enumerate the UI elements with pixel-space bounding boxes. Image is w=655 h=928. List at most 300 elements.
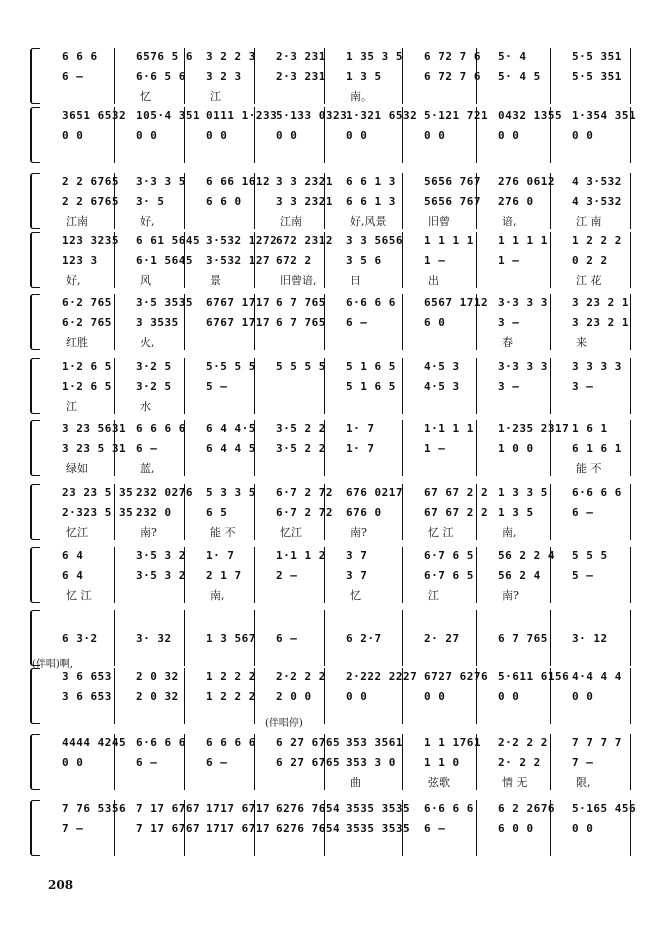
measure-upper: 1 2 2 2 <box>572 234 622 247</box>
measure-upper: 4·4 4 4 <box>572 670 622 683</box>
measure-lower: 6 7 765 <box>276 316 326 329</box>
measure-upper: 6 66 1612 <box>206 175 271 188</box>
lyrics-line <box>46 213 638 227</box>
measure-upper: 6·6 6 6 <box>572 486 622 499</box>
measure-lower: 1 3 567 <box>206 632 256 645</box>
lyric-syllables: 旧曾 <box>428 215 450 228</box>
staff-lower <box>46 195 638 211</box>
measure-lower: 2· 2 2 <box>498 756 541 769</box>
staff-upper <box>46 50 638 66</box>
lyric-syllables: 忆 <box>140 90 151 103</box>
system-brace <box>30 173 40 229</box>
measure-lower: 123 3 <box>62 254 98 267</box>
measure-lower: 6767 1717 <box>206 316 271 329</box>
lyric-syllables: 能 不 <box>576 462 602 475</box>
measure-upper: 2 2 6765 <box>62 175 119 188</box>
measure-lower: 0 0 <box>424 129 446 142</box>
measure-upper: 1· 7 <box>206 549 235 562</box>
lyric-syllables: 风 <box>140 274 151 287</box>
system-brace <box>30 734 40 790</box>
measure-upper: 4444 4245 <box>62 736 127 749</box>
measure-upper: 6767 1717 <box>206 296 271 309</box>
lyric-syllables: 江南 <box>66 215 88 228</box>
measure-upper: 3 2 2 3 <box>206 50 256 63</box>
measure-upper: 2·2 2 2 <box>498 736 548 749</box>
measure-lower: 3 5 6 <box>346 254 382 267</box>
score-system <box>30 547 638 603</box>
measure-upper: 5·5 351 <box>572 50 622 63</box>
system-brace <box>30 547 40 603</box>
system-brace <box>30 484 40 540</box>
measure-lower: 3·5 3 2 <box>136 569 186 582</box>
measure-lower: 7 — <box>572 756 594 769</box>
measure-upper: 2·2 2 2 <box>276 670 326 683</box>
measure-lower: 0 0 <box>572 822 594 835</box>
measure-lower: 0 0 <box>276 129 298 142</box>
lyric-syllables: 江南 <box>280 215 302 228</box>
measure-lower: 6 4 <box>62 569 84 582</box>
measure-upper: 105·4 351 <box>136 109 201 122</box>
score-system <box>30 610 638 666</box>
lyric-syllables: 江 <box>428 589 439 602</box>
measure-lower: 276 0 <box>498 195 534 208</box>
score-system <box>30 734 638 790</box>
system-brace <box>30 107 40 163</box>
measure-upper: 6 2 2676 <box>498 802 555 815</box>
lyric-syllables: 红胜 <box>66 336 88 349</box>
measure-lower: 6 1 6 1 <box>572 442 622 455</box>
measure-upper: 1 1 1761 <box>424 736 481 749</box>
lyrics-line <box>46 650 638 664</box>
system-brace <box>30 358 40 414</box>
measure-lower: 2 — <box>276 569 298 582</box>
measure-upper: 3 3 5656 <box>346 234 403 247</box>
measure-upper: 6 6 6 6 <box>136 422 186 435</box>
measure-lower: 6 5 <box>206 506 228 519</box>
lyric-syllables: 情 无 <box>502 776 528 789</box>
staff-upper <box>46 736 638 752</box>
lyric-syllables: 南? <box>140 526 157 539</box>
measure-upper: 6276 7654 <box>276 802 341 815</box>
lyric-syllables: 景 <box>210 274 221 287</box>
measure-upper: 3 7 <box>346 549 368 562</box>
lyric-syllables: 南, <box>502 526 517 539</box>
measure-upper: 2 0 32 <box>136 670 179 683</box>
measure-lower: 6·1 5645 <box>136 254 193 267</box>
measure-upper: 1·321 6532 <box>346 109 418 122</box>
measure-lower: 5 — <box>572 569 594 582</box>
score-system <box>30 232 638 288</box>
lyrics-line <box>46 398 638 412</box>
lyric-syllables: 出 <box>428 274 439 287</box>
measure-upper: 6·7 6 5 <box>424 549 474 562</box>
measure-upper: 1 35 3 5 <box>346 50 403 63</box>
measure-upper: 3·5 3535 <box>136 296 193 309</box>
measure-lower: 6 — <box>206 756 228 769</box>
measure-upper: 5656 767 <box>424 175 481 188</box>
lyric-syllables: 旧曾谙, <box>280 274 317 287</box>
system-brace <box>30 232 40 288</box>
measure-lower: 6·7 6 5 <box>424 569 474 582</box>
measure-lower: 5 — <box>206 380 228 393</box>
measure-upper: 56 2 2 4 <box>498 549 555 562</box>
lyric-syllables: 江 <box>66 400 77 413</box>
measure-upper: 6·6 6 6 <box>136 736 186 749</box>
staff-upper <box>46 422 638 438</box>
lyric-syllables: 忆 江 <box>428 526 454 539</box>
measure-upper: 6 72 7 6 <box>424 50 481 63</box>
measure-upper: 7 7 7 7 <box>572 736 622 749</box>
measure-upper: 1·354 351 <box>572 109 637 122</box>
measure-upper: 3·3 3 3 <box>498 360 548 373</box>
measure-lower: 2·323 5 35 <box>62 506 134 519</box>
measure-upper: 6 6 1 3 <box>346 175 396 188</box>
measure-lower: 2 0 0 <box>276 690 312 703</box>
lyric-syllables: 谙, <box>502 215 517 228</box>
measure-lower: 0 0 <box>346 690 368 703</box>
measure-upper: 3 23 5631 <box>62 422 127 435</box>
measure-upper: 232 0276 <box>136 486 193 499</box>
lyrics-line <box>46 88 638 102</box>
measure-upper: 5·165 456 <box>572 802 637 815</box>
measure-upper: 0432 1355 <box>498 109 563 122</box>
measure-lower: 0 0 <box>572 129 594 142</box>
measure-lower: 6 72 7 6 <box>424 70 481 83</box>
staff-lower <box>46 822 638 838</box>
measure-lower: 0 2 2 <box>572 254 608 267</box>
measure-upper: 1·1 1 1 <box>424 422 474 435</box>
staff-lower <box>46 690 638 706</box>
lyrics-line <box>46 460 638 474</box>
measure-upper: 276 0612 <box>498 175 555 188</box>
measure-lower: 2 1 7 <box>206 569 242 582</box>
measure-lower: 3· 32 <box>136 632 172 645</box>
measure-lower: 3 23 5 31 <box>62 442 127 455</box>
measure-lower: 6 0 <box>424 316 446 329</box>
lyrics-line <box>46 587 638 601</box>
measure-upper: 1 3 3 5 <box>498 486 548 499</box>
measure-lower: 0 0 <box>206 129 228 142</box>
measure-lower: 2· 27 <box>424 632 460 645</box>
measure-lower: 2·3 231 <box>276 70 326 83</box>
staff-lower <box>46 632 638 648</box>
measure-upper: 4·5 3 <box>424 360 460 373</box>
measure-upper: 1· 7 <box>346 422 375 435</box>
measure-lower: 1 3 5 <box>346 70 382 83</box>
lyric-syllables: 南, <box>210 589 225 602</box>
lyric-syllables: 江 <box>210 90 221 103</box>
measure-lower: 6 2·7 <box>346 632 382 645</box>
measure-upper: 1·235 2317 <box>498 422 570 435</box>
measure-upper: 672 2312 <box>276 234 333 247</box>
measure-upper: 6 4 4·5 <box>206 422 256 435</box>
measure-upper: 6 27 6765 <box>276 736 341 749</box>
measure-lower: 1 0 0 <box>498 442 534 455</box>
side-note-accompaniment: (伴唱)啊, <box>32 659 73 670</box>
measure-lower: 3535 3535 <box>346 822 411 835</box>
measure-lower: 3 23 2 1 <box>572 316 629 329</box>
measure-lower: 3 — <box>498 316 520 329</box>
measure-upper: 6 61 5645 <box>136 234 201 247</box>
staff-upper <box>46 296 638 312</box>
measure-lower: 3· 5 <box>136 195 165 208</box>
measure-upper: 5 5 5 <box>572 549 608 562</box>
measure-lower: 3·2 5 <box>136 380 172 393</box>
measure-upper: 6·2 765 <box>62 296 112 309</box>
measure-upper: 7 76 5356 <box>62 802 127 815</box>
measure-lower: 6 — <box>62 70 84 83</box>
measure-upper: 3·2 5 <box>136 360 172 373</box>
measure-lower: 6 6 0 <box>206 195 242 208</box>
staff-lower <box>46 129 638 145</box>
score-system <box>30 420 638 476</box>
measure-upper: 1 1 1 1 <box>498 234 548 247</box>
measure-lower: 6 4 4 5 <box>206 442 256 455</box>
measure-lower: 1 2 2 2 <box>206 690 256 703</box>
lyric-syllables: 忆 <box>350 589 361 602</box>
measure-upper: 6 4 <box>62 549 84 562</box>
lyrics-line <box>46 774 638 788</box>
measure-lower: 0 0 <box>62 756 84 769</box>
measure-upper: 5·121 721 <box>424 109 489 122</box>
measure-lower: 0 0 <box>346 129 368 142</box>
measure-lower: 6 — <box>346 316 368 329</box>
system-brace <box>30 668 40 724</box>
measure-lower: 353 3 0 <box>346 756 396 769</box>
measure-lower: 5656 767 <box>424 195 481 208</box>
page-number: 208 <box>48 878 74 892</box>
measure-lower: 7 17 6767 <box>136 822 201 835</box>
measure-upper: 5·611 6156 <box>498 670 570 683</box>
measure-upper: 3 23 2 1 <box>572 296 629 309</box>
lyric-syllables: 春 <box>502 336 513 349</box>
measure-lower: 6 — <box>276 632 298 645</box>
system-brace <box>30 48 40 104</box>
measure-lower: 6·6 5 6 <box>136 70 186 83</box>
measure-lower: 2 0 32 <box>136 690 179 703</box>
staff-lower <box>46 569 638 585</box>
measure-upper: 123 3235 <box>62 234 119 247</box>
measure-lower: 3 — <box>572 380 594 393</box>
measure-lower: 3 6 653 <box>62 690 112 703</box>
staff-upper <box>46 612 638 628</box>
measure-upper: 3·3 3 3 <box>498 296 548 309</box>
measure-lower: 1 — <box>498 254 520 267</box>
lyrics-line <box>46 334 638 348</box>
measure-lower: 1 — <box>424 254 446 267</box>
lyric-syllables: 日 <box>350 274 361 287</box>
staff-lower <box>46 756 638 772</box>
measure-upper: 353 3561 <box>346 736 403 749</box>
lyric-syllables: 忆 江 <box>66 589 92 602</box>
lyric-syllables: 水 <box>140 400 151 413</box>
measure-lower: 56 2 4 <box>498 569 541 582</box>
measure-lower: 3 7 <box>346 569 368 582</box>
measure-lower: 1 1 0 <box>424 756 460 769</box>
staff-lower <box>46 442 638 458</box>
score-system <box>30 800 638 856</box>
measure-upper: 67 67 2 2 <box>424 486 489 499</box>
measure-lower: 672 2 <box>276 254 312 267</box>
measure-upper: 3535 3535 <box>346 802 411 815</box>
measure-lower: 6·7 2 72 <box>276 506 333 519</box>
measure-upper: 5· 4 <box>498 50 527 63</box>
lyric-syllables: 南? <box>502 589 519 602</box>
score-system <box>30 173 638 229</box>
measure-upper: 2·222 2227 <box>346 670 418 683</box>
measure-lower: 0 0 <box>136 129 158 142</box>
measure-upper: 5 5 5 5 <box>276 360 326 373</box>
measure-lower: 1 3 5 <box>498 506 534 519</box>
measure-lower: 6 — <box>136 756 158 769</box>
measure-lower: 6 6 1 3 <box>346 195 396 208</box>
lyrics-line <box>46 272 638 286</box>
measure-upper: 6576 5 6 <box>136 50 193 63</box>
staff-upper <box>46 234 638 250</box>
measure-lower: 3 3535 <box>136 316 179 329</box>
side-note-accompaniment-stop: (伴唱停) <box>265 718 303 729</box>
measure-lower: 1·2 6 5 <box>62 380 112 393</box>
measure-upper: 3 3 3 3 <box>572 360 622 373</box>
measure-upper: 5·5 5 5 <box>206 360 256 373</box>
measure-upper: 6·6 6 6 <box>346 296 396 309</box>
measure-lower: 5 1 6 5 <box>346 380 396 393</box>
lyric-syllables: 忆江 <box>280 526 302 539</box>
measure-lower: 4 3·532 <box>572 195 622 208</box>
lyrics-line <box>46 524 638 538</box>
measure-lower: 3 — <box>498 380 520 393</box>
staff-upper <box>46 670 638 686</box>
measure-lower: 3·5 2 2 <box>276 442 326 455</box>
staff-upper <box>46 360 638 376</box>
measure-lower: 3 2 3 <box>206 70 242 83</box>
lyric-syllables: 弦歌 <box>428 776 450 789</box>
measure-upper: 3·3 3 5 <box>136 175 186 188</box>
lyric-syllables: 忆江 <box>66 526 88 539</box>
measure-lower: 7 — <box>62 822 84 835</box>
measure-lower: 6276 7654 <box>276 822 341 835</box>
lyric-syllables: 蓝, <box>140 462 155 475</box>
measure-lower: 6 0 0 <box>498 822 534 835</box>
measure-upper: 5 3 3 5 <box>206 486 256 499</box>
measure-lower: 67 67 2 2 <box>424 506 489 519</box>
measure-upper: 2·3 231 <box>276 50 326 63</box>
measure-lower: 1· 7 <box>346 442 375 455</box>
lyrics-line <box>46 147 638 161</box>
measure-lower: 5· 4 5 <box>498 70 541 83</box>
lyric-syllables: 绿如 <box>66 462 88 475</box>
measure-lower: 2 2 6765 <box>62 195 119 208</box>
measure-lower: 1717 6717 <box>206 822 271 835</box>
measure-lower: 3· 12 <box>572 632 608 645</box>
measure-lower: 6 27 6765 <box>276 756 341 769</box>
measure-upper: 6 6 6 6 <box>206 736 256 749</box>
measure-lower: 3 3 2321 <box>276 195 333 208</box>
lyric-syllables: 江 南 <box>576 215 602 228</box>
staff-upper <box>46 486 638 502</box>
lyric-syllables: 来 <box>576 336 587 349</box>
measure-upper: 6 7 765 <box>276 296 326 309</box>
score-system <box>30 668 638 724</box>
measure-lower: 0 0 <box>498 129 520 142</box>
measure-lower: 232 0 <box>136 506 172 519</box>
measure-upper: 3·5 2 2 <box>276 422 326 435</box>
score-system <box>30 484 638 540</box>
staff-lower <box>46 380 638 396</box>
measure-lower: 6 — <box>424 822 446 835</box>
system-brace <box>30 420 40 476</box>
measure-lower: 6 — <box>572 506 594 519</box>
score-system <box>30 294 638 350</box>
measure-upper: 0111 1·233 <box>206 109 278 122</box>
staff-upper <box>46 109 638 125</box>
lyric-syllables: 南? <box>350 526 367 539</box>
score-system <box>30 107 638 163</box>
measure-lower: 1 — <box>424 442 446 455</box>
lyrics-line <box>46 840 638 854</box>
measure-upper: 6·6 6 6 <box>424 802 474 815</box>
measure-upper: 3651 6532 <box>62 109 127 122</box>
score-system <box>30 358 638 414</box>
measure-lower: 4·5 3 <box>424 380 460 393</box>
measure-upper: 1 2 2 2 <box>206 670 256 683</box>
lyric-syllables: 限, <box>576 776 591 789</box>
lyric-syllables: 好, <box>140 215 155 228</box>
measure-lower: 6·2 765 <box>62 316 112 329</box>
lyric-syllables: 南。 <box>350 90 372 103</box>
measure-upper: 1·2 6 5 <box>62 360 112 373</box>
measure-upper: 3·5 3 2 <box>136 549 186 562</box>
lyrics-line <box>46 708 638 722</box>
measure-lower: 0 0 <box>498 690 520 703</box>
staff-upper <box>46 175 638 191</box>
staff-lower <box>46 506 638 522</box>
lyric-syllables: 能 不 <box>210 526 236 539</box>
measure-upper: 1717 6717 <box>206 802 271 815</box>
measure-upper: 676 0217 <box>346 486 403 499</box>
measure-upper: 6·7 2 72 <box>276 486 333 499</box>
measure-upper: 3 3 2321 <box>276 175 333 188</box>
measure-lower: 6 7 765 <box>498 632 548 645</box>
measure-upper: 1·1 1 2 <box>276 549 326 562</box>
measure-upper: 4 3·532 <box>572 175 622 188</box>
lyric-syllables: 火, <box>140 336 155 349</box>
measure-upper: 5 1 6 5 <box>346 360 396 373</box>
measure-upper: 1 1 1 1 <box>424 234 474 247</box>
measure-lower: 0 0 <box>572 690 594 703</box>
lyric-syllables: 江 花 <box>576 274 602 287</box>
lyric-syllables: 曲 <box>350 776 361 789</box>
measure-lower: 6 3·2 <box>62 632 98 645</box>
measure-lower: 3·532 127 <box>206 254 271 267</box>
measure-upper: 6567 1712 <box>424 296 489 309</box>
measure-upper: 5·133 0323 <box>276 109 348 122</box>
lyric-syllables: 好,风景 <box>350 215 387 228</box>
measure-upper: 23 23 5 35 <box>62 486 134 499</box>
staff-lower <box>46 70 638 86</box>
score-system <box>30 48 638 104</box>
measure-lower: 0 0 <box>424 690 446 703</box>
measure-upper: 7 17 6767 <box>136 802 201 815</box>
staff-upper <box>46 802 638 818</box>
measure-lower: 0 0 <box>62 129 84 142</box>
measure-lower: 5·5 351 <box>572 70 622 83</box>
measure-upper: 3·532 1272 <box>206 234 278 247</box>
measure-upper: 3 6 653 <box>62 670 112 683</box>
measure-upper: 6 6 6 <box>62 50 98 63</box>
measure-upper: 6727 6276 <box>424 670 489 683</box>
lyric-syllables: 好, <box>66 274 81 287</box>
